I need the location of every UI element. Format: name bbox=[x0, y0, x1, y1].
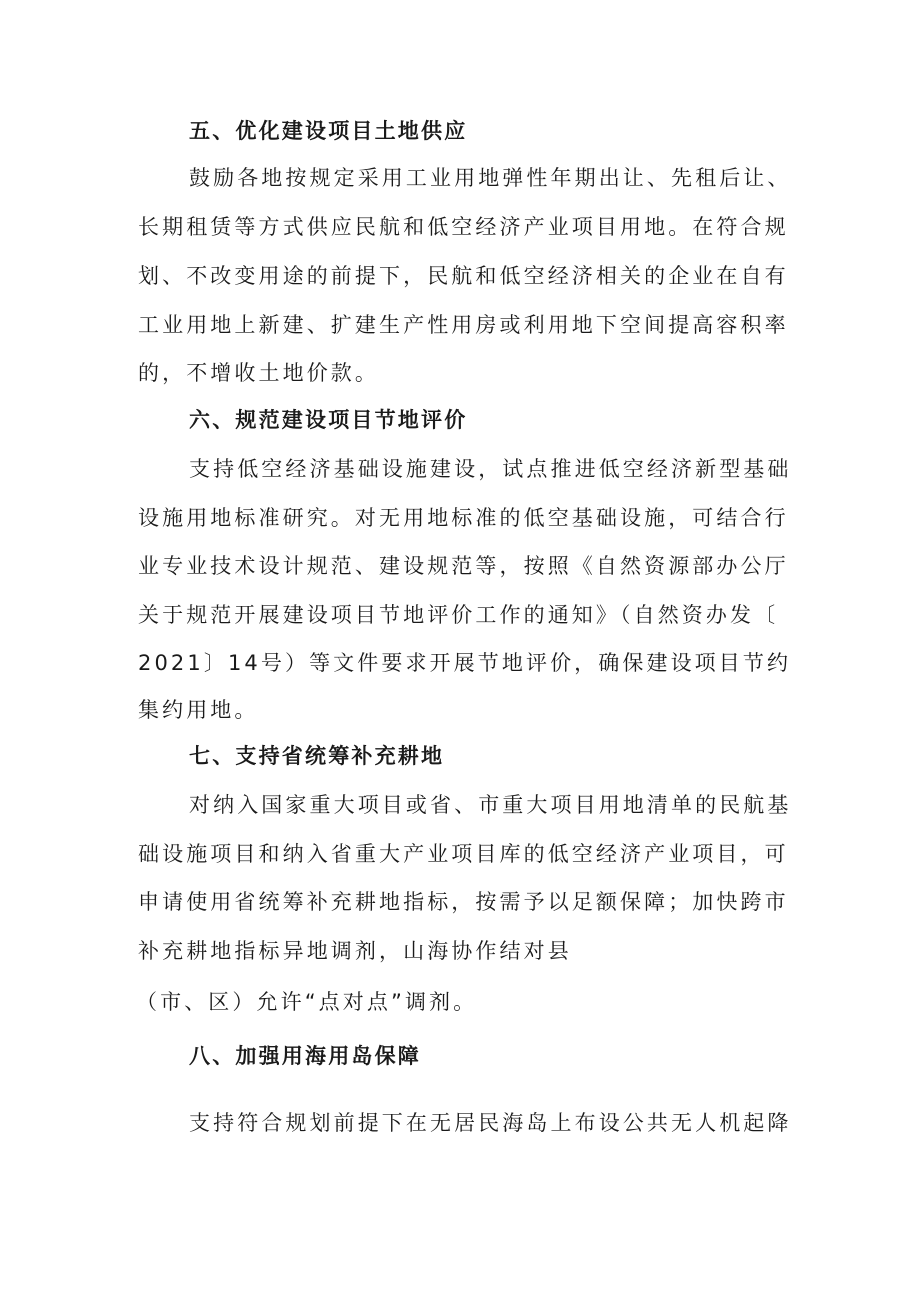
section-8-heading: 八、加强用海用岛保障 bbox=[189, 1044, 421, 1068]
section-7-line-1: 对纳入国家重大项目或省、市重大项目用地清单的民航基 bbox=[189, 793, 792, 817]
section-5-line-2: 长期租赁等方式供应民航和低空经济产业项目用地。在符合规 bbox=[138, 215, 789, 239]
section-5-heading: 五、优化建设项目土地供应 bbox=[189, 119, 468, 143]
section-5-line-5: 的，不增收土地价款。 bbox=[138, 361, 379, 385]
section-5-line-3: 划、不改变用途的前提下，民航和低空经济相关的企业在自有 bbox=[138, 264, 789, 288]
section-6-line-6: 集约用地。 bbox=[138, 698, 259, 722]
section-7-line-4: 补充耕地指标异地调剂，山海协作结对县 bbox=[138, 939, 572, 963]
section-7-line-5: （市、区）允许“点对点”调剂。 bbox=[136, 990, 478, 1014]
section-8-line-1: 支持符合规划前提下在无居民海岛上布设公共无人机起降 bbox=[189, 1111, 792, 1135]
section-6-line-2: 设施用地标准研究。对无用地标准的低空基础设施，可结合行 bbox=[138, 506, 789, 530]
section-6-line-4: 关于规范开展建设项目节地评价工作的通知》（自然资办发〔 bbox=[138, 603, 779, 627]
section-7-heading: 七、支持省统筹补充耕地 bbox=[189, 744, 445, 768]
section-5-line-1: 鼓励各地按规定采用工业用地弹性年期出让、先租后让、 bbox=[189, 166, 792, 190]
section-7-line-2: 础设施项目和纳入省重大产业项目库的低空经济产业项目，可 bbox=[138, 842, 789, 866]
section-6-line-1: 支持低空经济基础设施建设，试点推进低空经济新型基础 bbox=[189, 457, 792, 481]
section-6-line-5: 2021〕14号）等文件要求开展节地评价，确保建设项目节约 bbox=[138, 651, 792, 675]
section-6-line-3: 业专业技术设计规范、建设规范等，按照《自然资源部办公厅 bbox=[138, 554, 789, 578]
section-7-line-3: 申请使用省统筹补充耕地指标，按需予以足额保障；加快跨市 bbox=[138, 890, 789, 914]
section-5-line-4: 工业用地上新建、扩建生产性用房或利用地下空间提高容积率 bbox=[138, 313, 789, 337]
section-6-heading: 六、规范建设项目节地评价 bbox=[189, 408, 468, 432]
